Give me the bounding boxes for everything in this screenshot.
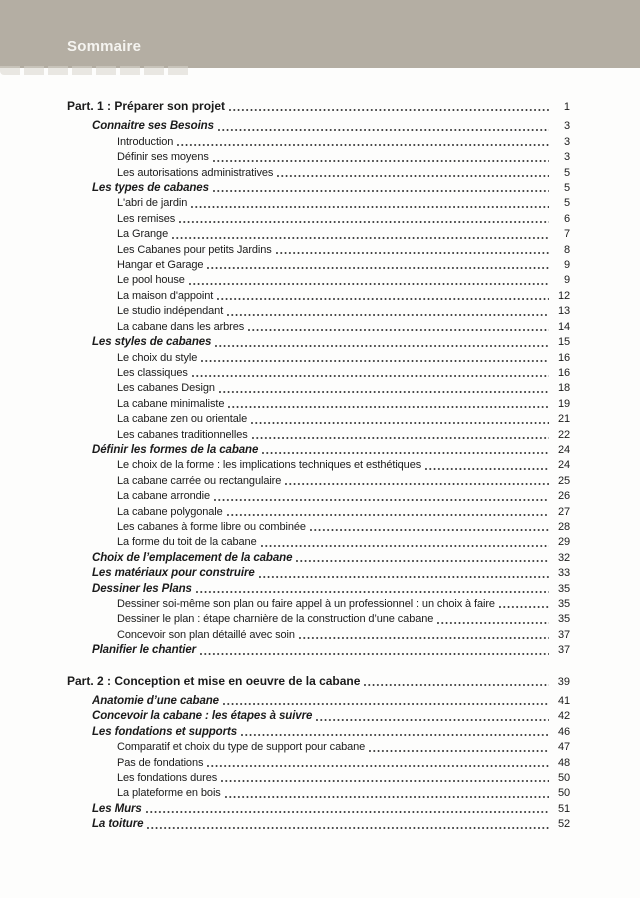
- dot-leader: [259, 571, 549, 582]
- toc-entry-title: Les autorisations administratives: [117, 166, 274, 179]
- toc-page-number: 29: [557, 536, 570, 549]
- toc-page-number: 24: [557, 443, 570, 456]
- toc-page-number: 21: [557, 413, 570, 426]
- toc-entry-row: [67, 597, 570, 612]
- dot-leader: [285, 478, 549, 489]
- toc-entry-row: [67, 740, 570, 755]
- toc-entry-row: [67, 817, 570, 832]
- page-header: [0, 0, 640, 68]
- toc-page-number: 9: [563, 274, 570, 287]
- toc-entry-title: Les Murs: [92, 802, 142, 815]
- dot-leader: [229, 104, 549, 115]
- dot-leader: [223, 698, 549, 709]
- toc-entry-row: [67, 135, 570, 150]
- dot-leader: [227, 309, 549, 320]
- toc-page-number: 46: [557, 725, 570, 738]
- toc-entry-row: [67, 582, 570, 597]
- dot-leader: [310, 524, 549, 535]
- toc-entry-title: Connaitre ses Besoins: [92, 120, 214, 133]
- toc-page-number: 5: [563, 182, 570, 195]
- dot-leader: [369, 745, 549, 756]
- dot-leader: [217, 293, 549, 304]
- dot-leader: [214, 494, 549, 505]
- dot-leader: [146, 806, 549, 817]
- toc-entry-row: [67, 489, 570, 504]
- dot-leader: [177, 139, 549, 150]
- toc-entry-row: [67, 474, 570, 489]
- toc-page-number: 35: [557, 582, 570, 595]
- toc-page-number: 13: [557, 305, 570, 318]
- toc-entry-title: La cabane dans les arbres: [117, 320, 245, 333]
- dot-leader: [218, 124, 549, 135]
- toc-page-number: 28: [557, 520, 570, 533]
- toc-entry-row: [67, 694, 570, 709]
- dot-leader: [228, 401, 549, 412]
- toc-entry-row: [67, 397, 570, 412]
- toc-entry-title: Dessiner soi-même son plan ou faire appel à un professionnel : un choix à faire: [117, 598, 495, 610]
- toc-entry-title: Concevoir son plan détaillé avec soin: [117, 628, 295, 641]
- toc-entry-row: [67, 786, 570, 801]
- toc-entry-row: [67, 320, 570, 335]
- toc-entry-row: [67, 150, 570, 165]
- dot-leader: [296, 555, 549, 566]
- toc-page-number: 37: [557, 628, 570, 641]
- dot-leader: [207, 760, 549, 771]
- toc-entry-title: Les styles de cabanes: [92, 336, 212, 349]
- toc-page-number: 37: [557, 644, 570, 657]
- toc-entry-title: Les matériaux pour construire: [92, 567, 255, 580]
- toc-page-number: 1: [563, 101, 570, 113]
- dot-leader: [499, 601, 549, 612]
- dot-leader: [147, 822, 549, 833]
- toc-entry-row: [67, 304, 570, 319]
- toc-entry-row: [67, 366, 570, 381]
- toc-entry-row: [67, 351, 570, 366]
- toc-page-number: 47: [557, 741, 570, 754]
- toc-entry-title: La cabane minimaliste: [117, 397, 225, 410]
- dot-leader: [364, 679, 549, 690]
- toc-entry-row: [67, 535, 570, 550]
- toc-entry-title: Les classiques: [117, 366, 188, 379]
- toc-part-title: Part. 1 : Préparer son projet: [67, 99, 226, 113]
- toc: [67, 99, 570, 833]
- toc-entry-row: [67, 381, 570, 396]
- toc-page-number: 22: [557, 428, 570, 441]
- dot-leader: [200, 648, 549, 659]
- dot-leader: [248, 324, 549, 335]
- toc-entry-title: Dessiner le plan : étape charnière de la construction d’une cabane: [117, 613, 434, 626]
- toc-entry-row: [67, 258, 570, 273]
- toc-entry-row: [67, 212, 570, 227]
- toc-entry-title: La maison d'appoint: [117, 289, 214, 302]
- toc-page-number: 41: [557, 695, 570, 708]
- toc-page-number: 35: [557, 598, 570, 610]
- toc-entry-title: Les types de cabanes: [92, 182, 209, 195]
- dot-leader: [425, 463, 549, 474]
- toc-entry-row: [67, 335, 570, 350]
- toc-page-number: 5: [563, 197, 570, 210]
- toc-entry-title: Comparatif et choix du type de support pour cabane: [117, 741, 366, 754]
- toc-entry-row: [67, 756, 570, 771]
- toc-page-number: 16: [557, 351, 570, 364]
- toc-entry-row: [67, 443, 570, 458]
- toc-entry-row: [67, 458, 570, 473]
- toc-entry-title: Définir les formes de la cabane: [92, 443, 259, 456]
- dot-leader: [316, 714, 549, 725]
- toc-entry-title: Les fondations dures: [117, 772, 218, 785]
- toc-entry-title: Dessiner les Plans: [92, 582, 192, 595]
- toc-entry-title: La Grange: [117, 228, 169, 241]
- toc-page-number: 16: [557, 366, 570, 379]
- dot-leader: [252, 432, 549, 443]
- dot-leader: [196, 586, 549, 597]
- toc-page-number: 50: [557, 787, 570, 800]
- dot-leader: [276, 247, 549, 258]
- dot-leader: [225, 791, 549, 802]
- toc-entry-title: La cabane carrée ou rectangulaire: [117, 474, 282, 487]
- toc-page-number: 35: [557, 613, 570, 626]
- toc-page-number: 26: [557, 490, 570, 503]
- toc-entry-title: Planifier le chantier: [92, 644, 196, 657]
- toc-entry-row: [67, 643, 570, 658]
- toc-page-number: 18: [557, 382, 570, 395]
- toc-entry-row: [67, 412, 570, 427]
- toc-entry-title: Le choix du style: [117, 351, 198, 364]
- toc-entry-title: Anatomie d’une cabane: [92, 695, 219, 708]
- dot-leader: [277, 170, 549, 181]
- dot-leader: [241, 729, 549, 740]
- toc-entry-title: Les cabanes Design: [117, 382, 215, 395]
- toc-entry-title: Les Cabanes pour petits Jardins: [117, 243, 272, 256]
- toc-entry-title: La cabane zen ou orientale: [117, 413, 248, 426]
- dot-leader: [189, 278, 549, 289]
- dot-leader: [299, 632, 549, 643]
- toc-entry-row: [67, 166, 570, 181]
- toc-entry-row: [67, 119, 570, 134]
- toc-entry-row: [67, 802, 570, 817]
- toc-entry-title: La forme du toit de la cabane: [117, 536, 257, 549]
- dot-leader: [251, 417, 549, 428]
- toc-entry-row: [67, 771, 570, 786]
- toc-entry-row: [67, 428, 570, 443]
- toc-entry-row: [67, 566, 570, 581]
- toc-page-number: 6: [563, 212, 570, 225]
- toc-page-number: 12: [557, 289, 570, 302]
- toc-entry-row: [67, 196, 570, 211]
- toc-entry-title: Le studio indépendant: [117, 305, 224, 318]
- toc-entry-title: Les cabanes à forme libre ou combinée: [117, 520, 306, 533]
- toc-entry-title: Le pool house: [117, 274, 185, 287]
- toc-page-number: 48: [557, 756, 570, 769]
- dot-leader: [262, 447, 549, 458]
- dot-leader: [207, 262, 549, 273]
- dot-leader: [213, 185, 549, 196]
- toc-page-number: 19: [557, 397, 570, 410]
- toc-page-number: 9: [563, 259, 570, 272]
- toc-entry-row: [67, 505, 570, 520]
- toc-page-number: 5: [563, 166, 570, 179]
- toc-page-number: 14: [557, 320, 570, 333]
- toc-page-number: 50: [557, 772, 570, 785]
- decorative-tab-strip: [0, 66, 192, 75]
- toc-part-row: [67, 674, 570, 690]
- dot-leader: [221, 775, 549, 786]
- dot-leader: [219, 386, 549, 397]
- dot-leader: [192, 370, 549, 381]
- toc-entry-row: [67, 551, 570, 566]
- toc-entry-row: [67, 520, 570, 535]
- toc-entry-title: Les fondations et supports: [92, 725, 237, 738]
- toc-entry-row: [67, 273, 570, 288]
- dot-leader: [191, 201, 549, 212]
- toc-page-number: 3: [563, 120, 570, 133]
- dot-leader: [201, 355, 549, 366]
- toc-entry-row: [67, 243, 570, 258]
- toc-page-number: 51: [557, 802, 570, 815]
- dot-leader: [261, 540, 549, 551]
- toc-entry-title: Définir ses moyens: [117, 151, 209, 164]
- toc-entry-title: Choix de l’emplacement de la cabane: [92, 551, 293, 564]
- toc-part-entries: [67, 694, 570, 833]
- toc-page-number: 24: [557, 459, 570, 472]
- toc-page-number: 39: [557, 675, 570, 688]
- toc-entry-title: Les remises: [117, 212, 176, 225]
- toc-page-number: 7: [563, 228, 570, 241]
- toc-part: [67, 674, 570, 833]
- toc-entry-row: [67, 628, 570, 643]
- toc-entry-title: L'abri de jardin: [117, 197, 188, 210]
- toc-entry-title: La cabane arrondie: [117, 490, 210, 503]
- dot-leader: [172, 232, 549, 243]
- toc-entry-title: Concevoir la cabane : les étapes à suivre: [92, 710, 313, 723]
- toc-entry-title: La plateforme en bois: [117, 787, 221, 800]
- toc-entry-title: La cabane polygonale: [117, 505, 223, 518]
- toc-entry-title: Hangar et Garage: [117, 259, 204, 272]
- toc-entry-row: [67, 612, 570, 627]
- toc-page-number: 15: [557, 336, 570, 349]
- toc-entry-title: Introduction: [117, 135, 174, 148]
- page-title: Sommaire: [67, 38, 142, 55]
- dot-leader: [179, 216, 549, 227]
- toc-page-number: 3: [563, 151, 570, 164]
- toc-entry-title: La toiture: [92, 818, 144, 831]
- toc-entry-title: Le choix de la forme : les implications techniques et esthétiques: [117, 459, 422, 472]
- toc-part-row: [67, 99, 570, 115]
- toc-entry-title: Les cabanes traditionnelles: [117, 428, 248, 441]
- toc-entry-row: [67, 709, 570, 724]
- dot-leader: [437, 617, 549, 628]
- toc-page-number: 32: [557, 551, 570, 564]
- toc-page-number: 52: [557, 818, 570, 831]
- dot-leader: [227, 509, 549, 520]
- toc-page-number: 42: [557, 710, 570, 723]
- toc-page-number: 27: [557, 505, 570, 518]
- toc-page-number: 25: [557, 474, 570, 487]
- toc-part: [67, 99, 570, 659]
- toc-entry-title: Pas de fondations: [117, 756, 204, 769]
- toc-entry-row: [67, 181, 570, 196]
- toc-page-number: 3: [563, 135, 570, 148]
- toc-entry-row: [67, 227, 570, 242]
- toc-page-number: 33: [557, 567, 570, 580]
- toc-page-number: 8: [563, 243, 570, 256]
- toc-entry-row: [67, 725, 570, 740]
- toc-part-title: Part. 2 : Conception et mise en oeuvre de la cabane: [67, 673, 361, 688]
- dot-leader: [213, 155, 549, 166]
- dot-leader: [215, 340, 549, 351]
- toc-entry-row: [67, 289, 570, 304]
- toc-part-entries: [67, 119, 570, 658]
